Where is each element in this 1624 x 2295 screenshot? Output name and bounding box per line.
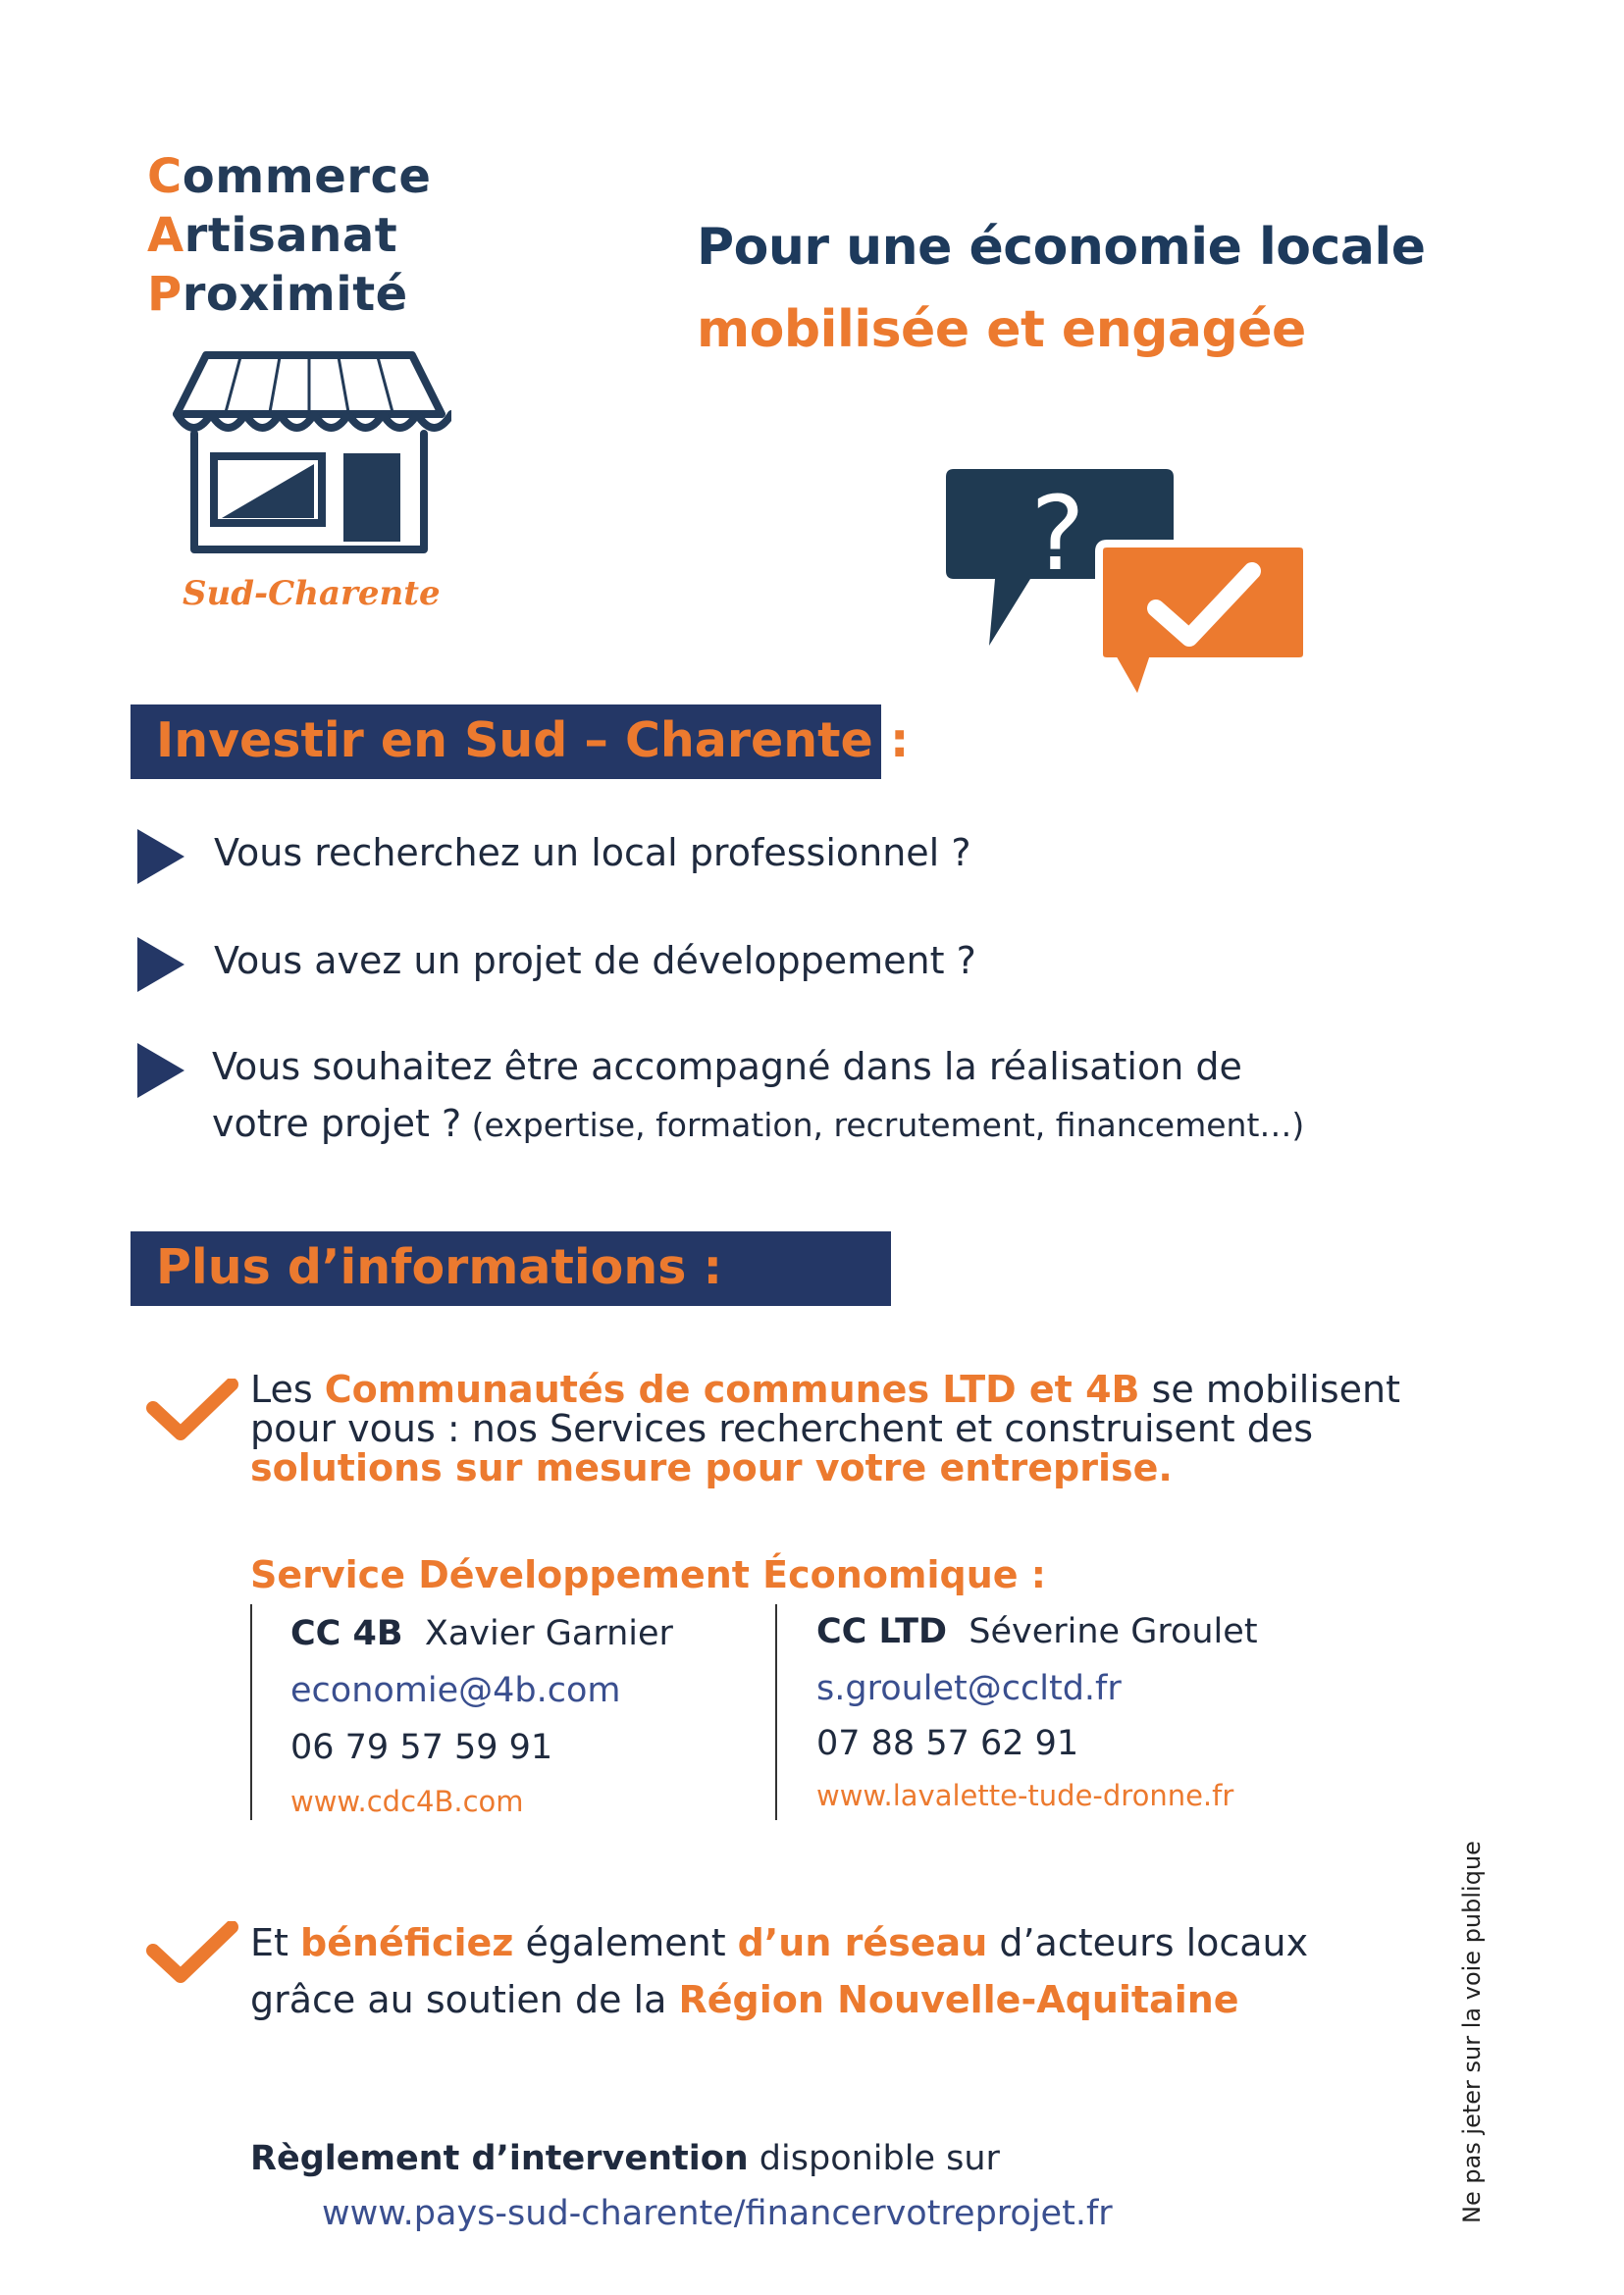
shop-front-icon [167,343,451,559]
phone-number: 06 79 57 59 91 [290,1728,553,1767]
service-title: Service Développement Économique : [250,1553,1047,1596]
email-link[interactable]: s.groulet@ccltd.fr [816,1669,1122,1708]
logo [147,147,461,628]
website-link[interactable]: www.lavalette-tude-dronne.fr [816,1779,1234,1812]
reglement-text: Règlement d’intervention disponible sur [250,2139,1000,2178]
reglement-url-link[interactable]: www.pays-sud-charente/financervotreprojet.fr [322,2194,1113,2233]
website-link[interactable]: www.cdc4B.com [290,1785,524,1818]
contact-divider-middle [775,1604,777,1820]
contact-ccltd: CC LTD Séverine Groulet s.groulet@ccltd.fr 07 88 57 62 91 www.lavalette-tude-dronne.fr [816,1612,1258,1812]
phone-number: 07 88 57 62 91 [816,1724,1079,1763]
section-infos-banner [131,1231,891,1306]
section-investir-title: Investir en Sud – Charente : [156,712,910,768]
logo-region: Sud-Charente [183,574,441,613]
chat-bubbles-icon [942,461,1315,716]
section-infos-title: Plus d’informations : [156,1239,723,1295]
email-link[interactable]: economie@4b.com [290,1671,621,1710]
check-icon [145,1379,239,1443]
info-reseau: Et bénéficiez également d’un réseau d’acteurs locaux grâce au soutien de la Région Nouvelle-Aquitaine [250,1921,1309,2021]
bullet-local: Vous recherchez un local professionnel ? [214,831,971,874]
logo-line-proximite: Proximité [147,267,408,322]
section-investir-banner [131,704,910,779]
bullet-accompagne-line1: Vous souhaitez être accompagné dans la réalisation de [212,1045,1242,1088]
contact-divider-left [250,1604,252,1820]
contact-cc4b: CC 4B Xavier Garnier economie@4b.com 06 79 57 59 91 www.cdc4B.com [290,1614,673,1818]
side-note-vertical: Ne pas jeter sur la voie publique [1458,1841,1486,2223]
bullet-arrow-icon [137,1043,184,1098]
headline-line1: Pour une économie locale [697,218,1426,277]
info-communautes: Les Communautés de communes LTD et 4B se mobilisent pour vous : nos Services recherchent et construisent des solutions sur mesure pour votre entreprise. [250,1368,1401,1489]
bullet-arrow-icon [137,829,184,884]
bullet-accompagne [212,1038,1304,1154]
bullet-arrow-icon [137,937,184,992]
headline-line2: mobilisée et engagée [697,300,1306,359]
question-mark: ? [1030,474,1085,594]
bullet-projet: Vous avez un projet de développement ? [214,939,976,982]
logo-line-commerce: Commerce [147,149,432,204]
bullet-accompagne-line2: votre projet ? (expertise, formation, recrutement, financement…) [212,1102,1305,1145]
logo-line-artisanat: Artisanat [147,208,398,263]
check-icon [145,1921,239,1986]
